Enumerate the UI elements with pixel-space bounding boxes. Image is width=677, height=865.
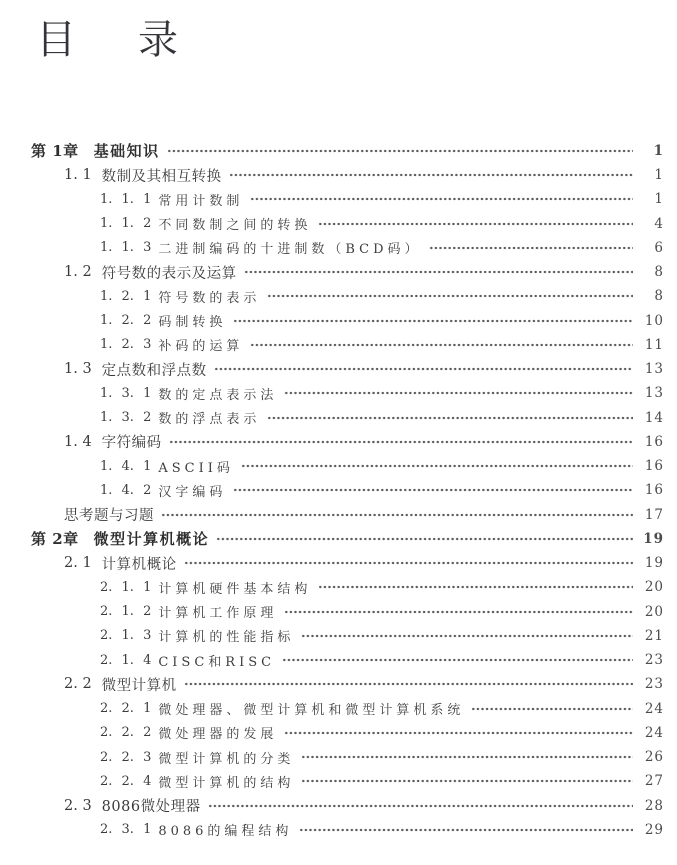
toc-entry-subsection — [0, 406, 677, 430]
entry-number: 1. 1 — [64, 167, 92, 184]
toc-list — [0, 139, 677, 842]
page-title-char-left: 目 — [36, 17, 76, 63]
page-number: 27 — [644, 773, 664, 790]
entry-title: 定点数和浮点数 — [101, 362, 207, 379]
entry-title: 思考题与习题 — [64, 508, 154, 525]
dot-leader — [282, 648, 633, 672]
entry-title: 符号数的表示 — [158, 290, 261, 306]
toc-entry-subsection — [0, 745, 677, 769]
dot-leader — [284, 721, 633, 745]
page-number: 8 — [654, 264, 664, 281]
entry-title: 汉字编码 — [158, 484, 227, 500]
entry-number: 2. 2. 3 — [100, 749, 152, 765]
toc-entry-subsection — [0, 333, 677, 357]
entry-number: 2. 3 — [64, 797, 92, 814]
toc-entry-section — [0, 430, 677, 454]
toc-entry-subsection — [0, 648, 677, 672]
entry-title: 字符编码 — [101, 435, 162, 452]
entry-title: 计算机工作原理 — [158, 606, 278, 622]
toc-entry-chapter — [0, 139, 677, 163]
page-number: 21 — [644, 627, 664, 644]
page-number: 29 — [644, 821, 664, 838]
entry-number: 1. 4. 2 — [100, 482, 152, 498]
page-title-char-right: 录 — [138, 17, 178, 63]
dot-leader — [301, 769, 633, 793]
dot-leader — [184, 551, 633, 575]
dot-leader — [318, 212, 633, 236]
toc-entry-section — [0, 260, 677, 284]
entry-number: 2. 1. 3 — [100, 628, 152, 644]
page-number: 13 — [644, 361, 664, 378]
toc-entry-subsection — [0, 478, 677, 502]
page-number: 8 — [654, 288, 664, 305]
entry-number: 1. 2 — [64, 264, 92, 281]
toc-entry-subsection — [0, 381, 677, 405]
entry-number: 2. 2 — [64, 676, 92, 693]
page-number: 26 — [644, 749, 664, 766]
page-number: 6 — [654, 239, 664, 256]
entry-title: 数的定点表示法 — [158, 387, 278, 403]
dot-leader — [429, 236, 633, 260]
page-number: 1 — [654, 167, 664, 184]
page-number: 16 — [644, 458, 664, 475]
entry-title: 不同数制之间的转换 — [158, 218, 312, 234]
dot-leader — [299, 818, 633, 842]
dot-leader — [250, 333, 633, 357]
entry-number: 1. 4 — [64, 433, 92, 450]
page-number: 20 — [644, 579, 664, 596]
toc-entry-subsection — [0, 624, 677, 648]
toc-entry-subsection — [0, 284, 677, 308]
entry-number: 第 2章 — [31, 530, 79, 549]
dot-leader — [216, 527, 633, 551]
page-number: 24 — [644, 700, 664, 717]
toc-entry-section — [0, 357, 677, 381]
entry-number: 2. 1. 1 — [100, 579, 152, 595]
entry-title: 码制转换 — [158, 315, 227, 331]
page-number: 4 — [654, 215, 664, 232]
entry-title: 微型计算机概论 — [93, 530, 210, 549]
entry-title: 数制及其相互转换 — [101, 168, 222, 185]
dot-leader — [267, 406, 633, 430]
entry-number: 2. 1 — [64, 555, 92, 572]
entry-title: 8086微处理器 — [101, 799, 201, 816]
entry-title: 微型计算机的分类 — [158, 751, 295, 767]
dot-leader — [244, 260, 633, 284]
toc-entry-subsection — [0, 187, 677, 211]
entry-number: 1. 3. 2 — [100, 410, 152, 426]
entry-title: 微处理器的发展 — [158, 727, 278, 743]
entry-number: 1. 1. 3 — [100, 240, 152, 256]
toc-entry-section — [0, 551, 677, 575]
entry-number: 2. 3. 1 — [100, 822, 152, 838]
entry-title: 计算机硬件基本结构 — [158, 581, 312, 597]
dot-leader — [233, 309, 633, 333]
page-number: 1 — [653, 142, 664, 159]
entry-title: 微型计算机 — [101, 677, 177, 694]
dot-leader — [214, 357, 633, 381]
entry-number: 2. 2. 4 — [100, 773, 152, 789]
page-number: 19 — [644, 555, 664, 572]
page-number: 1 — [654, 191, 664, 208]
dot-leader — [169, 430, 633, 454]
page-number: 23 — [644, 676, 664, 693]
page-title — [36, 18, 677, 63]
dot-leader — [208, 794, 633, 818]
entry-title: 基础知识 — [93, 142, 160, 161]
entry-title: 微型计算机的结构 — [158, 775, 295, 791]
dot-leader — [167, 139, 633, 163]
page-number: 16 — [644, 433, 664, 450]
toc-entry-subsection — [0, 721, 677, 745]
toc-entry-subsection — [0, 236, 677, 260]
page-number: 13 — [644, 385, 664, 402]
page-number: 19 — [643, 530, 664, 547]
entry-number: 2. 2. 2 — [100, 725, 152, 741]
dot-leader — [241, 454, 633, 478]
toc-entry-subsection — [0, 818, 677, 842]
entry-title: ASCII码 — [158, 460, 234, 476]
entry-title: 补码的运算 — [158, 339, 244, 355]
page-number: 16 — [644, 482, 664, 499]
page-number: 24 — [644, 724, 664, 741]
toc-entry-subsection — [0, 600, 677, 624]
toc-entry-subsection — [0, 454, 677, 478]
toc-entry-section — [0, 503, 677, 527]
toc-entry-section — [0, 672, 677, 696]
entry-number: 1. 4. 1 — [100, 458, 152, 474]
dot-leader — [318, 575, 633, 599]
entry-title: 计算机概论 — [101, 556, 177, 573]
page-number: 20 — [644, 603, 664, 620]
page-number: 28 — [644, 797, 664, 814]
entry-title: 数的浮点表示 — [158, 412, 261, 428]
entry-number: 1. 1. 2 — [100, 216, 152, 232]
toc-entry-chapter — [0, 527, 677, 551]
entry-number: 1. 3. 1 — [100, 385, 152, 401]
entry-title: 计算机的性能指标 — [158, 630, 295, 646]
entry-title: 二进制编码的十进制数（BCD码） — [158, 242, 422, 258]
entry-number: 1. 2. 1 — [100, 288, 152, 304]
toc-entry-section — [0, 163, 677, 187]
page-number: 11 — [644, 336, 664, 353]
entry-title: 微处理器、微型计算机和微型计算机系统 — [158, 703, 465, 719]
dot-leader — [250, 187, 633, 211]
entry-title: 常用计数制 — [158, 193, 244, 209]
entry-title: 符号数的表示及运算 — [101, 265, 237, 282]
page-number: 10 — [644, 312, 664, 329]
toc-entry-subsection — [0, 769, 677, 793]
toc-entry-section — [0, 794, 677, 818]
entry-title: CISC和RISC — [158, 654, 276, 670]
dot-leader — [301, 745, 633, 769]
entry-number: 2. 1. 4 — [100, 652, 152, 668]
dot-leader — [184, 672, 633, 696]
page-number: 14 — [644, 409, 664, 426]
entry-number: 2. 1. 2 — [100, 604, 152, 620]
entry-number: 2. 2. 1 — [100, 701, 152, 717]
entry-number: 第 1章 — [31, 142, 79, 161]
toc-entry-subsection — [0, 309, 677, 333]
dot-leader — [284, 381, 633, 405]
page-number: 17 — [644, 506, 664, 523]
entry-number: 1. 1. 1 — [100, 191, 152, 207]
dot-leader — [229, 163, 633, 187]
entry-number: 1. 2. 2 — [100, 313, 152, 329]
entry-number: 1. 2. 3 — [100, 337, 152, 353]
dot-leader — [471, 697, 633, 721]
toc-entry-subsection — [0, 697, 677, 721]
entry-number: 1. 3 — [64, 361, 92, 378]
dot-leader — [161, 503, 633, 527]
toc-entry-subsection — [0, 212, 677, 236]
dot-leader — [284, 600, 633, 624]
toc-entry-subsection — [0, 575, 677, 599]
dot-leader — [267, 284, 633, 308]
page-number: 23 — [644, 652, 664, 669]
dot-leader — [301, 624, 633, 648]
dot-leader — [233, 478, 633, 502]
entry-title: 8086的编程结构 — [158, 824, 293, 840]
